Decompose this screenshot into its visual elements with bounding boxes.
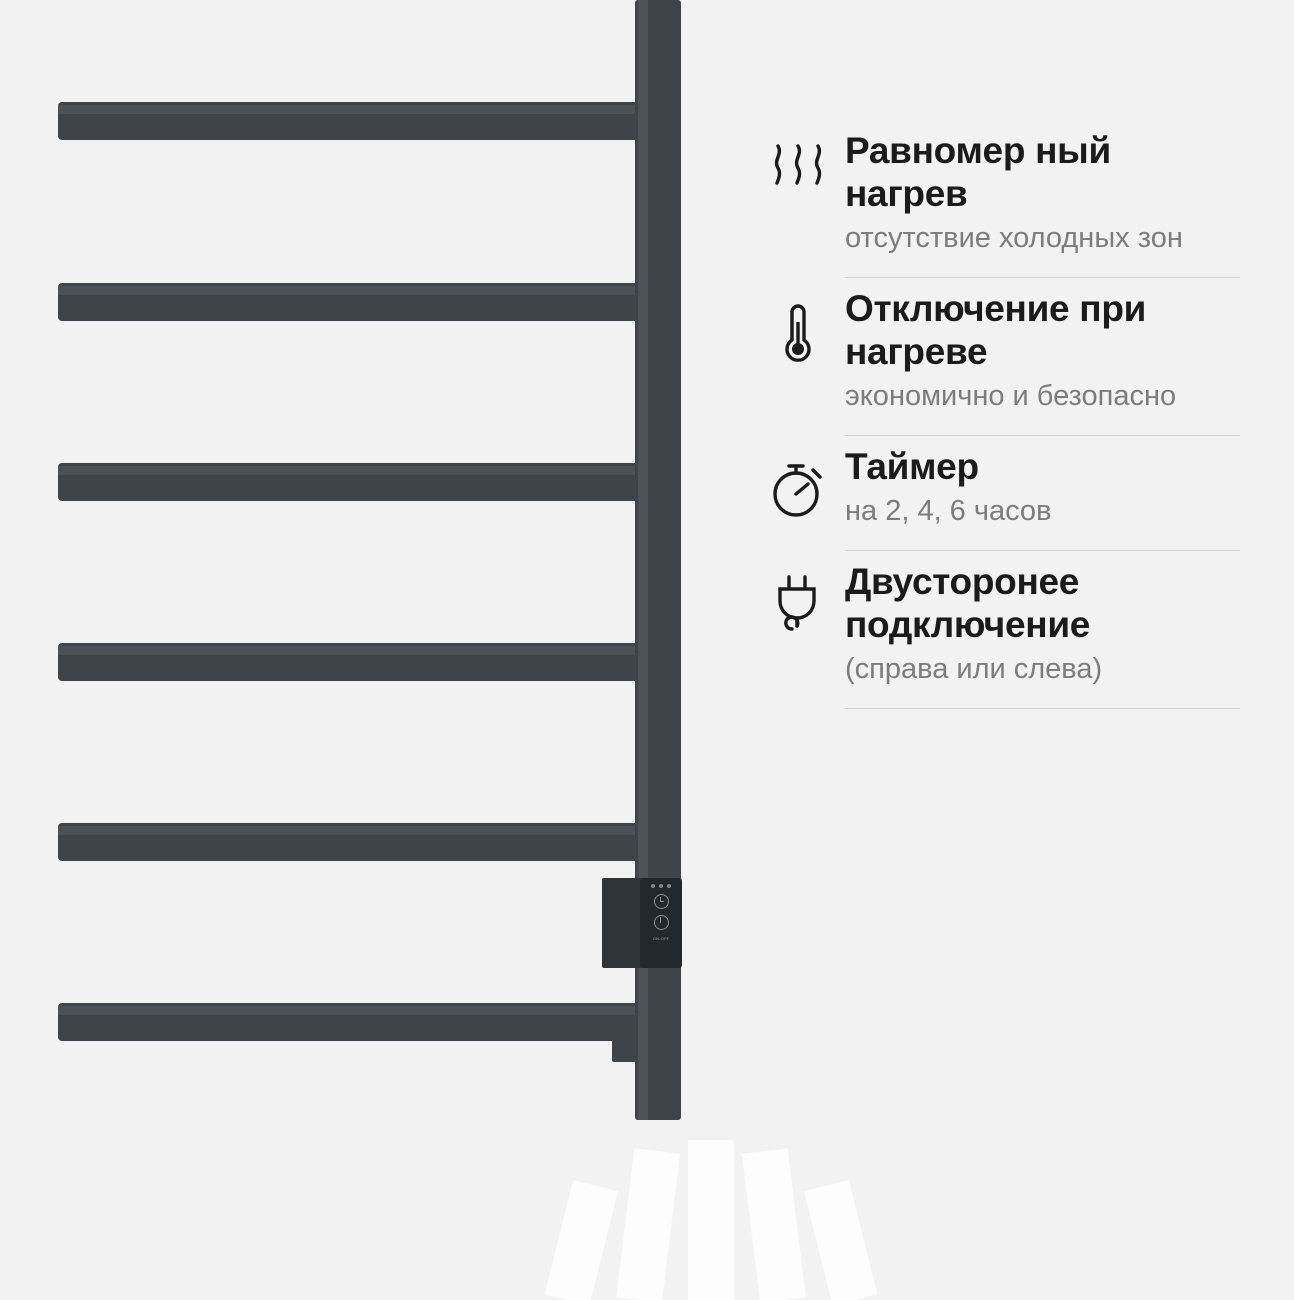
towel-bar <box>58 283 648 321</box>
feature-item-timer <box>750 446 1240 551</box>
feature-text <box>845 130 1240 256</box>
control-panel[interactable] <box>640 878 682 968</box>
features-list <box>750 130 1240 719</box>
led-indicator <box>651 884 655 888</box>
feature-title: Таймер <box>845 446 979 488</box>
divider <box>845 435 1240 436</box>
watermark-bar <box>616 1148 680 1300</box>
thermometer-icon <box>750 288 845 372</box>
power-button[interactable] <box>654 915 669 930</box>
feature-subtitle: (справа или слева) <box>845 653 1103 686</box>
towel-bar <box>58 463 648 501</box>
feature-title: Отключение при нагреве <box>845 288 1147 372</box>
feature-text <box>845 288 1240 414</box>
control-housing <box>602 878 644 968</box>
towel-bar <box>58 102 648 140</box>
divider <box>845 550 1240 551</box>
feature-text <box>845 561 1240 687</box>
feature-subtitle: экономично и безопасно <box>845 379 1177 412</box>
power-plug-icon <box>750 561 845 643</box>
feature-item-connection <box>750 561 1240 709</box>
led-indicator <box>667 884 671 888</box>
towel-bar <box>58 823 648 861</box>
feature-item-auto-shutoff <box>750 288 1240 436</box>
divider <box>845 708 1240 709</box>
feature-title: Равномер ный нагрев <box>845 130 1111 214</box>
towel-bar <box>58 643 648 681</box>
watermark-bar <box>742 1148 806 1300</box>
onoff-label: ON-OFF <box>652 936 670 941</box>
feature-title: Двусторонее подключение <box>845 561 1091 646</box>
watermark-logo <box>520 1130 900 1300</box>
feature-text <box>845 446 1240 529</box>
feature-subtitle: на 2, 4, 6 часов <box>845 495 1052 528</box>
indicator-leds <box>651 884 671 888</box>
stopwatch-icon <box>750 446 845 522</box>
divider <box>845 277 1240 278</box>
feature-item-heating <box>750 130 1240 278</box>
towel-bar <box>58 1003 648 1041</box>
feature-subtitle: отсутствие холодных зон <box>845 221 1183 254</box>
watermark-bar <box>804 1180 877 1300</box>
watermark-bar <box>545 1180 618 1300</box>
heat-waves-icon <box>750 130 845 192</box>
led-indicator <box>659 884 663 888</box>
product-illustration <box>0 0 720 1160</box>
timer-button[interactable] <box>654 894 669 909</box>
watermark-bar <box>688 1140 734 1300</box>
